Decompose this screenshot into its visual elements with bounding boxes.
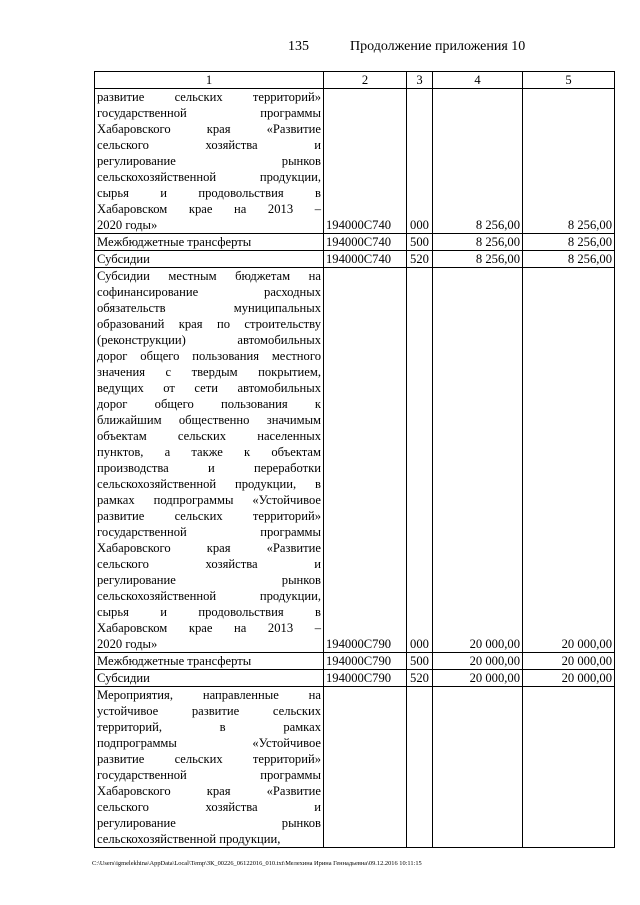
column-header-2: 2 [324, 72, 407, 89]
description-line: территорий, в рамках [97, 720, 321, 734]
column-header-1: 1 [95, 72, 324, 89]
description-line: Хабаровского края «Развитие [97, 784, 321, 798]
expense-type-code: 000 [407, 268, 433, 653]
column-header-4: 4 [433, 72, 523, 89]
column-header-3: 3 [407, 72, 433, 89]
description-line: объектам сельских населенных [97, 429, 321, 443]
description-line: Хабаровского края «Развитие [97, 122, 321, 136]
description-line: 2020 годы» [97, 637, 158, 651]
description-line: Субсидии [97, 671, 150, 685]
description-line: значения с твердым покрытием, [97, 365, 321, 379]
table-row [95, 653, 615, 670]
description-line: пунктов, а также к объектам [97, 445, 321, 459]
description-line: сельскохозяйственной продукции, [97, 589, 321, 603]
amount-column-4 [433, 687, 523, 848]
row-description [95, 670, 324, 687]
row-description [95, 89, 324, 234]
table-row [95, 687, 615, 848]
expense-type-code: 500 [407, 234, 433, 251]
table-row [95, 268, 615, 653]
amount-column-4: 8 256,00 [433, 89, 523, 234]
target-article-code: 194000С740 [324, 234, 407, 251]
row-description [95, 687, 324, 848]
description-line: производства и переработки [97, 461, 321, 475]
description-line: Хабаровском крае на 2013 – [97, 621, 321, 635]
amount-column-4: 20 000,00 [433, 268, 523, 653]
document-footer-path: C:\Users\igmelekhina\AppData\Local\Temp\ЗК_00226_06122016_010.txt\Мелехина Ирина Геннадьевна\09.12.2016 10:11:15 [92, 860, 422, 867]
expense-type-code: 520 [407, 670, 433, 687]
description-line: сельскохозяйственной продукции, [97, 832, 281, 846]
description-line: сырья и продовольствия в [97, 605, 321, 619]
amount-column-5: 20 000,00 [523, 670, 615, 687]
row-description [95, 268, 324, 653]
expense-type-code: 520 [407, 251, 433, 268]
table-row [95, 251, 615, 268]
column-header-5: 5 [523, 72, 615, 89]
description-line: дорог общего пользования к [97, 397, 321, 411]
row-description [95, 653, 324, 670]
budget-table [94, 71, 615, 848]
description-line: Хабаровском крае на 2013 – [97, 202, 321, 216]
description-line: устойчивое развитие сельских [97, 704, 321, 718]
description-line: государственной программы [97, 106, 321, 120]
description-line: государственной программы [97, 525, 321, 539]
table-header-row [95, 72, 615, 89]
description-line: сырья и продовольствия в [97, 186, 321, 200]
table-row [95, 234, 615, 251]
target-article-code [324, 687, 407, 848]
description-line: государственной программы [97, 768, 321, 782]
description-line: Межбюджетные трансферты [97, 235, 252, 249]
expense-type-code: 000 [407, 89, 433, 234]
amount-column-4: 20 000,00 [433, 653, 523, 670]
description-line: развитие сельских территорий» [97, 90, 321, 104]
amount-column-4: 20 000,00 [433, 670, 523, 687]
row-description [95, 251, 324, 268]
table-row [95, 670, 615, 687]
page-number: 135 [288, 39, 309, 54]
description-line: дорог общего пользования местного [97, 349, 321, 363]
description-line: софинансирование расходных [97, 285, 321, 299]
description-line: подпрограммы «Устойчивое [97, 736, 321, 750]
amount-column-5: 20 000,00 [523, 653, 615, 670]
table-row [95, 89, 615, 234]
amount-column-5: 8 256,00 [523, 251, 615, 268]
row-description [95, 234, 324, 251]
amount-column-5: 8 256,00 [523, 89, 615, 234]
description-line: сельскохозяйственной продукции, [97, 170, 321, 184]
description-line: Субсидии местным бюджетам на [97, 269, 321, 283]
description-line: сельскохозяйственной продукции, в [97, 477, 321, 491]
amount-column-5: 20 000,00 [523, 268, 615, 653]
description-line: обязательств муниципальных [97, 301, 321, 315]
description-line: Мероприятия, направленные на [97, 688, 321, 702]
appendix-continuation-caption: Продолжение приложения 10 [350, 39, 526, 54]
description-line: сельского хозяйства и [97, 138, 321, 152]
target-article-code: 194000С740 [324, 251, 407, 268]
target-article-code: 194000С790 [324, 670, 407, 687]
target-article-code: 194000С740 [324, 89, 407, 234]
description-line: развитие сельских территорий» [97, 509, 321, 523]
description-line: Межбюджетные трансферты [97, 654, 252, 668]
description-line: Хабаровского края «Развитие [97, 541, 321, 555]
description-line: образований края по строительству [97, 317, 321, 331]
target-article-code: 194000С790 [324, 268, 407, 653]
description-line: 2020 годы» [97, 218, 158, 232]
amount-column-4: 8 256,00 [433, 234, 523, 251]
description-line: (реконструкции) автомобильных [97, 333, 321, 347]
amount-column-5 [523, 687, 615, 848]
description-line: регулирование рынков [97, 573, 321, 587]
description-line: ближайшим общественно значимым [97, 413, 321, 427]
description-line: Субсидии [97, 252, 150, 266]
target-article-code: 194000С790 [324, 653, 407, 670]
description-line: регулирование рынков [97, 816, 321, 830]
amount-column-4: 8 256,00 [433, 251, 523, 268]
expense-type-code [407, 687, 433, 848]
description-line: ведущих от сети автомобильных [97, 381, 321, 395]
expense-type-code: 500 [407, 653, 433, 670]
description-line: сельского хозяйства и [97, 557, 321, 571]
amount-column-5: 8 256,00 [523, 234, 615, 251]
description-line: регулирование рынков [97, 154, 321, 168]
description-line: сельского хозяйства и [97, 800, 321, 814]
description-line: развитие сельских территорий» [97, 752, 321, 766]
description-line: рамках подпрограммы «Устойчивое [97, 493, 321, 507]
